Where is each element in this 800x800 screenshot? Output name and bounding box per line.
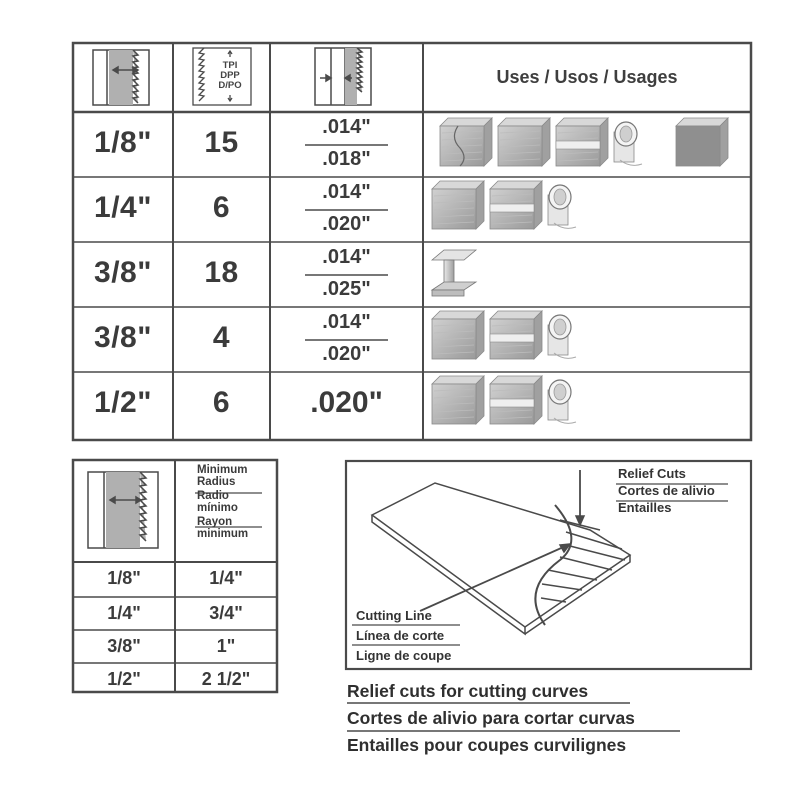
cutting-label-es: Línea de corte	[356, 628, 445, 643]
caption-line-2: Cortes de alivio para cortar curvas	[347, 708, 635, 728]
radius-header-line-4: mínimo	[197, 502, 238, 514]
i-beam-icon	[432, 250, 476, 296]
thickness-min-cell: .014"	[322, 181, 371, 203]
relief-cuts-label	[618, 466, 715, 516]
min-radius-cell: 1"	[216, 636, 236, 656]
min-radius-cell: 2 1/2"	[201, 669, 251, 689]
min-radius-cell: 3/4"	[209, 603, 243, 623]
laminate-block-icon	[556, 118, 608, 166]
radius-width-cell: 1/4"	[107, 603, 141, 623]
blade-thickness-icon	[315, 48, 371, 105]
tpi-cell: 15	[204, 126, 239, 159]
tpi-cell: 6	[212, 386, 231, 419]
thickness-min-cell: .014"	[322, 246, 371, 268]
pipe-icon	[548, 185, 576, 228]
thickness-max-cell: .020"	[322, 343, 371, 365]
tpi-cell: 4	[212, 321, 231, 354]
relief-label-fr: Entailles	[618, 500, 672, 515]
radius-width-cell: 1/2"	[107, 669, 141, 689]
thickness-max-cell: .020"	[322, 213, 371, 235]
tpi-line-3: D/PO	[218, 80, 242, 91]
caption-line-1: Relief cuts for cutting curves	[347, 681, 589, 701]
thickness-max-cell: .018"	[322, 148, 371, 170]
tpi-cell: 6	[212, 191, 231, 224]
relief-label-en: Relief Cuts	[618, 466, 686, 481]
blade-width-cell: 1/2"	[94, 386, 152, 419]
radius-width-cell: 1/8"	[107, 568, 141, 588]
thickness-cell: .020"	[310, 386, 383, 419]
scroll-cut-block-icon	[440, 118, 492, 166]
cutting-line-label	[356, 608, 451, 664]
blade-width-cell: 1/4"	[94, 191, 152, 224]
relief-label-es: Cortes de alivio	[618, 483, 715, 498]
radius-width-cell: 3/8"	[107, 636, 141, 656]
wood-block-icon	[498, 118, 550, 166]
radius-header-line-2: Radius	[197, 476, 236, 488]
thickness-max-cell: .025"	[322, 278, 371, 300]
radius-header	[197, 464, 275, 540]
caption-line-3: Entailles pour coupes curvilignes	[347, 735, 627, 755]
laminate-block-icon	[490, 181, 542, 229]
radius-header-line-1: Minimum	[197, 464, 248, 476]
uses-header: Uses / Usos / Usages	[496, 67, 678, 87]
cutting-label-fr: Ligne de coupe	[356, 648, 452, 663]
thickness-min-cell: .014"	[322, 116, 371, 138]
wood-block-icon	[432, 376, 484, 424]
wood-block-icon	[432, 311, 484, 359]
cutting-label-en: Cutting Line	[356, 608, 432, 623]
blade-width-cell: 1/8"	[94, 126, 152, 159]
pipe-icon	[548, 380, 576, 423]
wood-block-icon	[432, 181, 484, 229]
solid-block-icon	[676, 118, 728, 166]
radius-blade-icon	[88, 472, 158, 548]
radius-header-line-3: Radio	[197, 490, 229, 502]
radius-header-line-5: Rayon	[197, 516, 233, 528]
blade-width-cell: 3/8"	[94, 321, 152, 354]
blade-width-cell: 3/8"	[94, 256, 152, 289]
uses-icons	[432, 118, 728, 424]
laminate-block-icon	[490, 311, 542, 359]
radius-header-line-6: minimum	[197, 528, 249, 540]
pipe-icon	[548, 315, 576, 358]
tpi-header-label	[210, 61, 250, 91]
laminate-block-icon	[490, 376, 542, 424]
thickness-min-cell: .014"	[322, 311, 371, 333]
tpi-line-1: TPI	[222, 60, 238, 71]
tpi-cell: 18	[204, 256, 239, 289]
min-radius-cell: 1/4"	[209, 568, 243, 588]
tpi-line-2: DPP	[220, 70, 240, 81]
main-table-grid	[73, 43, 751, 440]
blade-width-icon	[93, 50, 149, 105]
pipe-icon	[614, 122, 642, 165]
